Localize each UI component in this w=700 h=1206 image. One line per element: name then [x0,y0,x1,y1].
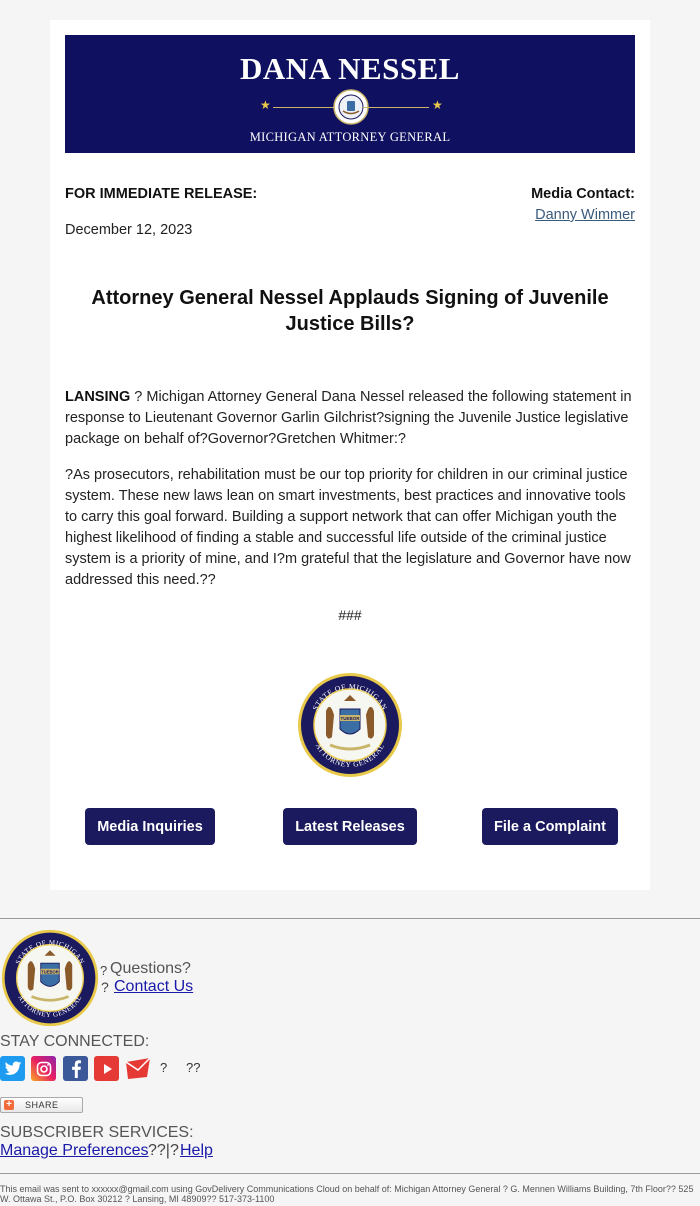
star-icon: ★ [432,98,443,112]
question-glyph: ? [101,979,109,995]
footer-seal [0,928,100,1028]
share-button[interactable] [0,1097,83,1113]
seal-top-text: STATE OF MICHIGAN [310,681,390,712]
plus-icon: + [4,1100,14,1110]
subscriber-services-label: SUBSCRIBER SERVICES: [0,1124,194,1141]
fine-print-divider [0,1173,700,1174]
file-complaint-button[interactable]: File a Complaint [482,808,618,845]
footer-seal-bottom-text: ATTORNEY GENERAL [16,993,84,1019]
facebook-icon[interactable] [63,1056,88,1081]
banner-rule-left [273,107,339,108]
media-inquiries-button[interactable]: Media Inquiries [85,808,215,845]
contact-us-link[interactable]: Contact Us [114,978,194,995]
release-label: FOR IMMEDIATE RELEASE: [65,186,258,202]
footer-seal-motto: TUEBOR [41,969,59,975]
banner-subtitle: MICHIGAN ATTORNEY GENERAL [249,130,451,144]
footer-divider [0,918,700,919]
twitter-icon[interactable] [0,1056,25,1081]
seal-bottom-text: ATTORNEY GENERAL [313,741,387,770]
placeholder-glyph: ?? [186,1060,201,1075]
manage-preferences-link[interactable]: Manage Preferences [0,1142,149,1159]
fine-print: This email was sent to xxxxxx@gmail.com using GovDelivery Communications Cloud on behalf of: Michigan Attorney General ? G. Mennen Williams Building, 7th Floor?? 525 W. Ottawa St., P.O. Box 30212 ? Lansing, MI 48909?? 517-373-1100 [0,1184,694,1204]
dateline: LANSING [65,389,131,405]
banner-name: DANA NESSEL [240,51,460,86]
article-paragraph-2: ?As prosecutors, rehabilitation must be our top priority for children in our criminal justice system. These new laws lean on smart investments, best practices and innovative tools to carry this goal forward. Building a support network that can offer Michigan youth the highest likelihood of finding a stable and successful life outside of the criminal justice system is a priority of mine, and I?m grateful that the legislature and Governor have now addressed this need.?? [65,467,631,588]
end-mark: ### [338,607,362,623]
footer-seal-top-text: STATE OF MICHIGAN [13,938,87,966]
media-contact-link[interactable]: Danny Wimmer [535,207,635,223]
placeholder-glyph: ? [160,1060,168,1075]
star-icon: ★ [260,98,271,112]
seal-motto: TUEBOR [340,716,360,721]
instagram-icon[interactable] [31,1056,56,1081]
article-paragraph-1 [65,387,635,450]
link-separator: ??|? [148,1142,179,1159]
questions-label: Questions? [110,960,191,977]
youtube-icon[interactable] [94,1056,119,1081]
question-glyph: ? [100,963,108,978]
stay-connected-label: STAY CONNECTED: [0,1033,150,1050]
press-headline: Attorney General Nessel Applauds Signing of Juvenile Justice Bills? [91,287,609,335]
media-contact-label: Media Contact: [531,186,635,202]
email-card [50,20,650,890]
header-banner [65,35,635,153]
paragraph-1-text: ? Michigan Attorney General Dana Nessel released the following statement in response to Lieutenant Governor Garlin Gilchrist?signing the Juvenile Justice legislative package on behalf of?Governor?Gretchen Whitmer:? [65,389,632,447]
help-link[interactable]: Help [180,1142,213,1159]
email-icon[interactable] [125,1056,151,1081]
release-date: December 12, 2023 [65,222,193,238]
attorney-general-seal [296,671,404,779]
banner-rule-right [363,107,429,108]
share-label: SHARE [25,1100,59,1110]
latest-releases-button[interactable]: Latest Releases [283,808,417,845]
